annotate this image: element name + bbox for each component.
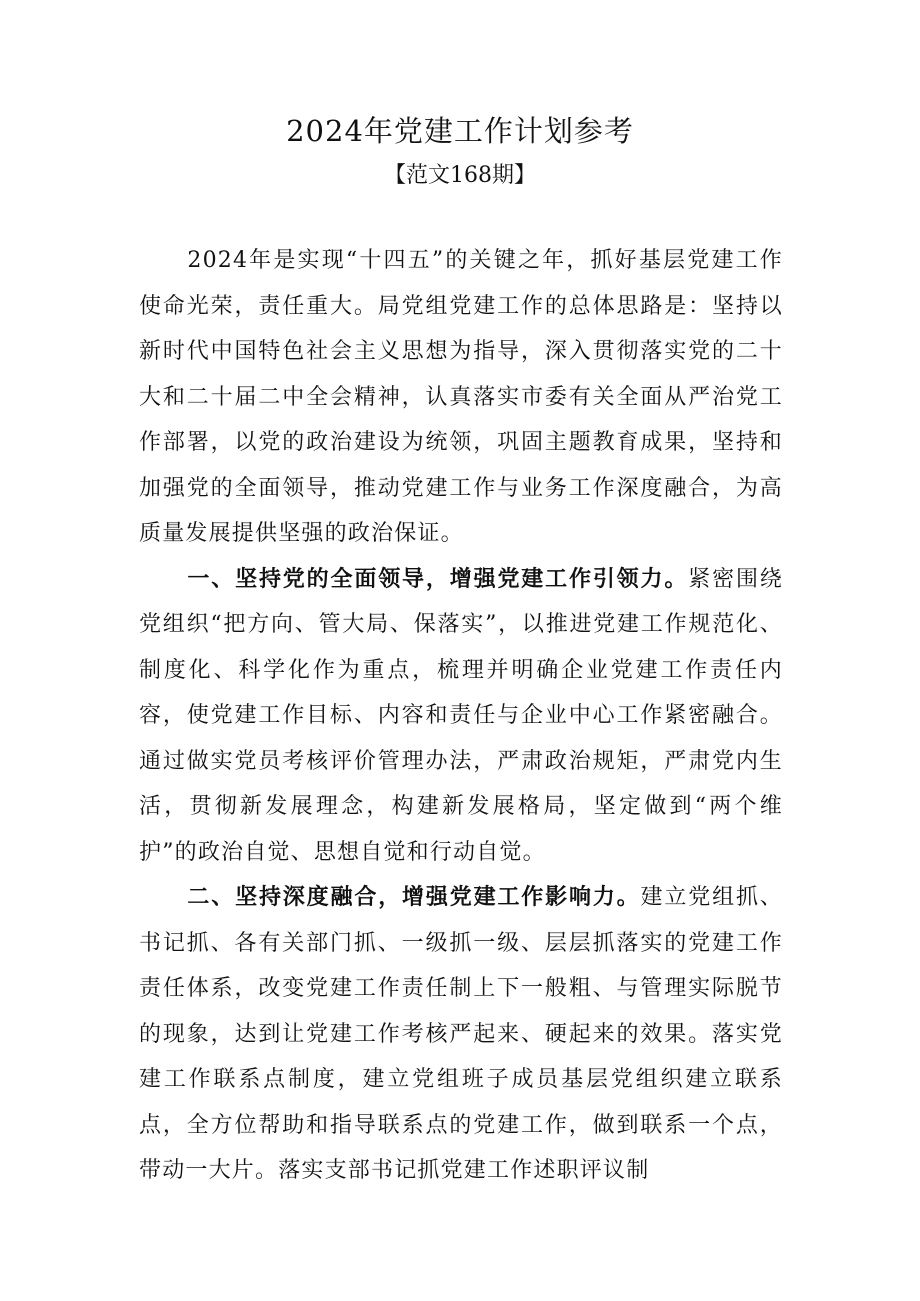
document-subtitle: 【范文168期】 [384, 163, 536, 188]
intro-paragraph: 2024年是实现“十四五”的关键之年，抓好基层党建工作使命光荣，责任重大。局党组党建工作的总体思路是：坚持以新时代中国特色社会主义思想为指导，深入贯彻落实党的二十大和二十届二中全会精神，认真落实市委有关全面从严治党工作部署，以党的政治建设为统领，巩固主题教育成果，坚持和加强党的全面领导，推动党建工作与业务工作深度融合，为高质量发展提供坚强的政治保证。 [139, 248, 783, 546]
section-heading-2: 二、坚持深度融合，增强党建工作影响力。 [187, 884, 641, 910]
section-paragraph-1 [139, 557, 783, 876]
document-title: 2024年党建工作计划参考 [286, 114, 634, 148]
section-heading-1: 一、坚持党的全面领导，增强党建工作引领力。 [187, 565, 689, 592]
section-text-2: 建立党组抓、书记抓、各有关部门抓、一级抓一级、层层抓落实的党建工作责任体系，改变党建工作责任制上下一般粗、与管理实际脱节的现象，达到让党建工作考核严起来、硬起来的效果。落实党建工作联系点制度，建立党组班子成员基层党组织建立联系点，全方位帮助和指导联系点的党建工作，做到联系一个点，带动一大片。落实支部书记抓党建工作述职评议制 [139, 885, 783, 1183]
section-text-1: 紧密围绕党组织“把方向、管大局、保落实”，以推进党建工作规范化、制度化、科学化作为重点，梳理并明确企业党建工作责任内容，使党建工作目标、内容和责任与企业中心工作紧密融合。通过做实党员考核评价管理办法，严肃政治规矩，严肃党内生活，贯彻新发展理念，构建新发展格局，坚定做到“两个维护”的政治自觉、思想自觉和行动自觉。 [139, 566, 783, 865]
document-body [139, 238, 783, 1194]
section-paragraph-2 [139, 875, 783, 1194]
